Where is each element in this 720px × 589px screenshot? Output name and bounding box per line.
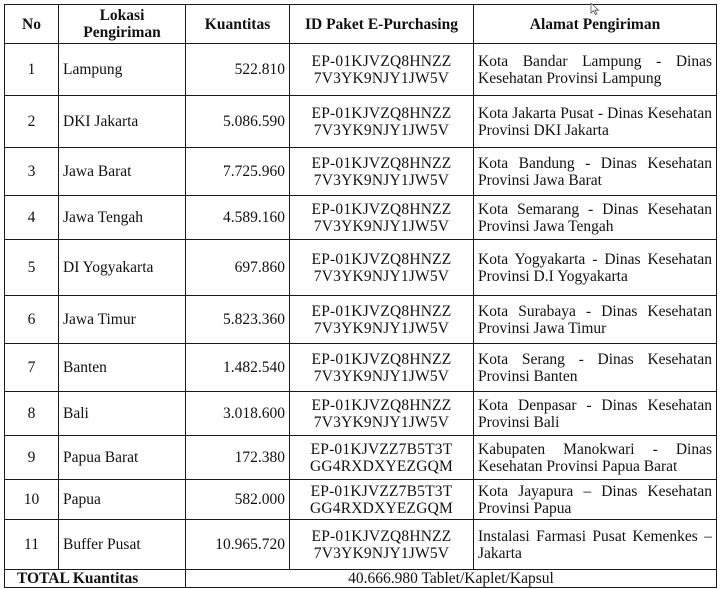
cell-address: Kota Jayapura – Dinas Kesehatan Provinsi Papua: [474, 480, 717, 520]
total-value: 40.666.980 Tablet/Kaplet/Kapsul: [186, 570, 717, 588]
shipment-table: [4, 4, 717, 588]
cell-no: 2: [5, 96, 59, 148]
package-id-line-2: GG4RXDXYEZGQM: [310, 499, 453, 517]
table-row: [5, 44, 717, 96]
cell-no: 6: [5, 296, 59, 344]
package-id-line-2: 7V3YK9NJY1JW5V: [313, 217, 450, 235]
package-id-line-1: EP-01KJVZQ8HNZZ: [311, 396, 452, 414]
cell-location: Papua Barat: [59, 436, 186, 480]
package-id-line-2: 7V3YK9NJY1JW5V: [313, 413, 450, 431]
package-id-line-2: 7V3YK9NJY1JW5V: [313, 121, 450, 139]
table-row: [5, 148, 717, 196]
package-id-line-1: EP-01KJVZQ8HNZZ: [311, 350, 452, 368]
table-row: [5, 96, 717, 148]
package-id-line-1: EP-01KJVZQ8HNZZ: [311, 302, 452, 320]
cell-quantity: 697.860: [186, 240, 290, 296]
package-id-line-1: EP-01KJVZZ7B5T3T: [310, 440, 453, 458]
cell-location: DKI Jakarta: [59, 96, 186, 148]
mouse-cursor-icon: [590, 3, 600, 15]
cell-no: 10: [5, 480, 59, 520]
cell-address: Kota Surabaya - Dinas Kesehatan Provinsi Jawa Timur: [474, 296, 717, 344]
cell-quantity: 582.000: [186, 480, 290, 520]
table-row: [5, 480, 717, 520]
cell-address: Kota Bandung - Dinas Kesehatan Provinsi Jawa Barat: [474, 148, 717, 196]
header-location: Lokasi Pengiriman: [59, 5, 186, 44]
cell-address: Kota Semarang - Dinas Kesehatan Provinsi Jawa Tengah: [474, 196, 717, 240]
package-id-line-2: 7V3YK9NJY1JW5V: [313, 544, 450, 562]
package-id-line-2: 7V3YK9NJY1JW5V: [313, 267, 450, 285]
table-row: [5, 520, 717, 570]
cell-location: Buffer Pusat: [59, 520, 186, 570]
cell-quantity: 5.086.590: [186, 96, 290, 148]
package-id-line-1: EP-01KJVZQ8HNZZ: [311, 104, 452, 122]
package-id-line-1: EP-01KJVZQ8HNZZ: [311, 250, 452, 268]
header-package-id: ID Paket E-Purchasing: [290, 5, 474, 44]
table-row: [5, 196, 717, 240]
cell-location: Lampung: [59, 44, 186, 96]
cell-package-id: [290, 520, 474, 570]
cell-package-id: [290, 196, 474, 240]
table-body: [5, 44, 717, 570]
cell-package-id: [290, 480, 474, 520]
table-row: [5, 296, 717, 344]
cell-address: Instalasi Farmasi Pusat Kemenkes – Jakarta: [474, 520, 717, 570]
header-address: Alamat Pengiriman: [474, 5, 717, 44]
package-id-line-2: GG4RXDXYEZGQM: [310, 457, 453, 475]
cell-address: Kota Yogyakarta - Dinas Kesehatan Provinsi D.I Yogyakarta: [474, 240, 717, 296]
cell-quantity: 172.380: [186, 436, 290, 480]
cell-location: Jawa Barat: [59, 148, 186, 196]
table-header-row: [5, 5, 717, 44]
package-id-line-1: EP-01KJVZZ7B5T3T: [310, 482, 453, 500]
cell-package-id: [290, 344, 474, 392]
cell-no: 3: [5, 148, 59, 196]
cell-address: Kabupaten Manokwari - Dinas Kesehatan Provinsi Papua Barat: [474, 436, 717, 480]
table-row: [5, 436, 717, 480]
cell-location: Jawa Timur: [59, 296, 186, 344]
package-id-line-1: EP-01KJVZQ8HNZZ: [311, 154, 452, 172]
package-id-line-2: 7V3YK9NJY1JW5V: [313, 171, 450, 189]
table-row: [5, 344, 717, 392]
cell-package-id: [290, 44, 474, 96]
package-id-line-2: 7V3YK9NJY1JW5V: [313, 367, 450, 385]
cell-package-id: [290, 240, 474, 296]
cell-quantity: 5.823.360: [186, 296, 290, 344]
cell-no: 11: [5, 520, 59, 570]
cell-quantity: 7.725.960: [186, 148, 290, 196]
table-row: [5, 240, 717, 296]
total-label: TOTAL Kuantitas: [5, 570, 186, 588]
cell-address: Kota Bandar Lampung - Dinas Kesehatan Provinsi Lampung: [474, 44, 717, 96]
cell-location: Papua: [59, 480, 186, 520]
cell-no: 7: [5, 344, 59, 392]
cell-package-id: [290, 148, 474, 196]
cell-no: 1: [5, 44, 59, 96]
header-quantity: Kuantitas: [186, 5, 290, 44]
cell-no: 9: [5, 436, 59, 480]
cell-no: 4: [5, 196, 59, 240]
total-row: [5, 570, 717, 588]
package-id-line-1: EP-01KJVZQ8HNZZ: [311, 200, 452, 218]
cell-quantity: 4.589.160: [186, 196, 290, 240]
cell-location: Banten: [59, 344, 186, 392]
cell-quantity: 10.965.720: [186, 520, 290, 570]
cell-package-id: [290, 436, 474, 480]
cell-location: DI Yogyakarta: [59, 240, 186, 296]
cell-no: 8: [5, 392, 59, 436]
cell-quantity: 3.018.600: [186, 392, 290, 436]
package-id-line-2: 7V3YK9NJY1JW5V: [313, 319, 450, 337]
package-id-line-1: EP-01KJVZQ8HNZZ: [311, 52, 452, 70]
cell-package-id: [290, 392, 474, 436]
package-id-line-1: EP-01KJVZQ8HNZZ: [311, 527, 452, 545]
table-row: [5, 392, 717, 436]
cell-quantity: 522.810: [186, 44, 290, 96]
cell-address: Kota Denpasar - Dinas Kesehatan Provinsi Bali: [474, 392, 717, 436]
cell-package-id: [290, 296, 474, 344]
cell-quantity: 1.482.540: [186, 344, 290, 392]
cell-address: Kota Serang - Dinas Kesehatan Provinsi Banten: [474, 344, 717, 392]
cell-address: Kota Jakarta Pusat - Dinas Kesehatan Provinsi DKI Jakarta: [474, 96, 717, 148]
package-id-line-2: 7V3YK9NJY1JW5V: [313, 69, 450, 87]
cell-package-id: [290, 96, 474, 148]
cell-location: Bali: [59, 392, 186, 436]
cell-location: Jawa Tengah: [59, 196, 186, 240]
header-no: No: [5, 5, 59, 44]
cell-no: 5: [5, 240, 59, 296]
